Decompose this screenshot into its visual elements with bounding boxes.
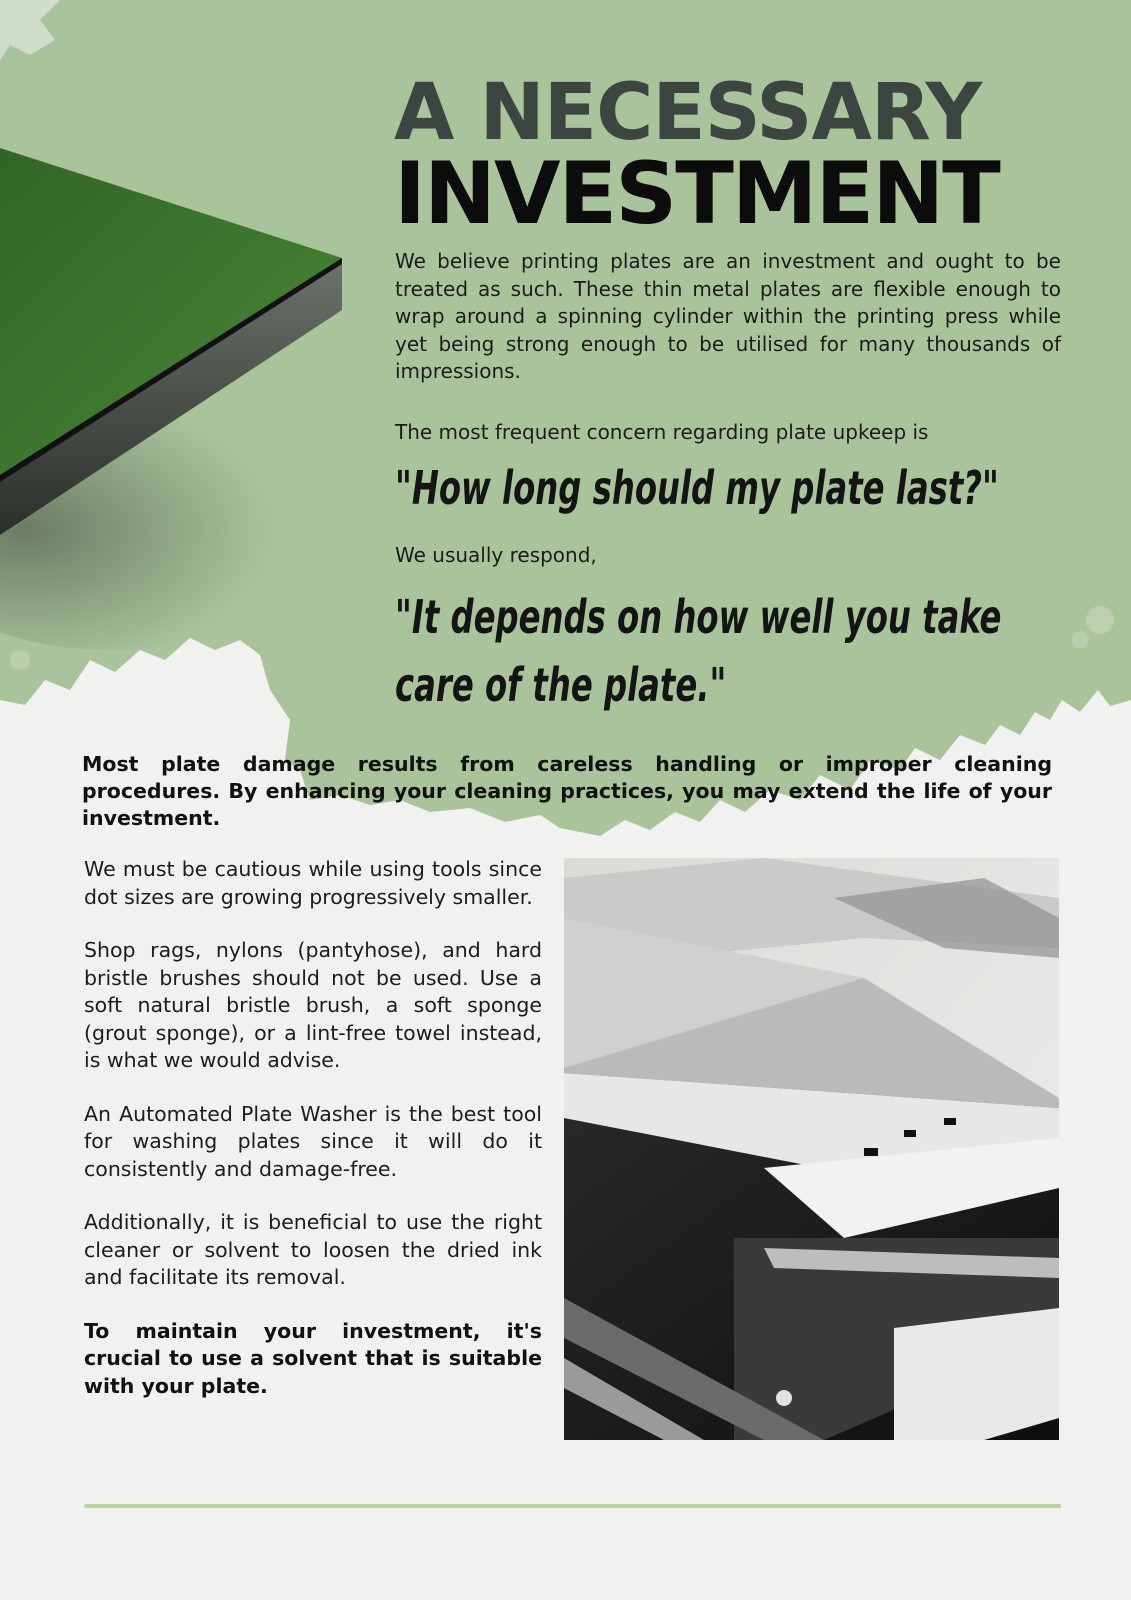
printing-plate-photo — [564, 858, 1059, 1440]
bold-intro-paragraph: Most plate damage results from careless handling or improper cleaning procedures. By enhancing your cleaning practices, you may extend the life of your investment. — [82, 752, 1052, 830]
title-line-2: INVESTMENT — [394, 144, 999, 244]
intro-paragraph: We believe printing plates are an investment and ought to be treated as such. These thin metal plates are flexible enough to wrap around a spinning cylinder within the printing press while yet being strong enough to be utilised for many thousands of impressions. — [395, 249, 1061, 383]
pull-quote-question: "How long should my plate last?" — [395, 461, 999, 515]
question-lead: The most frequent concern regarding plate upkeep is — [395, 420, 929, 444]
answer-lead: We usually respond, — [395, 543, 597, 567]
paragraph-solvent: Additionally, it is beneficial to use the right cleaner or solvent to loosen the dried ink and facilitate its removal. — [84, 1210, 542, 1289]
paragraph-materials: Shop rags, nylons (pantyhose), and hard bristle brushes should not be used. Use a soft natural bristle brush, a soft sponge (grout sponge), or a lint-free towel instead, is what we would advise. — [84, 938, 542, 1072]
paragraph-conclusion: To maintain your investment, it's crucial to use a solvent that is suitable with your plate. — [84, 1318, 542, 1398]
text-column — [84, 856, 542, 1426]
footer-divider-line — [84, 1504, 1061, 1508]
pull-quote-answer: "It depends on how well you take care of the plate." — [395, 590, 1002, 712]
paragraph-tools: We must be cautious while using tools since dot sizes are growing progressively smaller. — [84, 857, 542, 909]
printing-plate-illustration — [0, 130, 360, 650]
paragraph-plate-washer: An Automated Plate Washer is the best tool for washing plates since it will do it consistently and damage-free. — [84, 1101, 542, 1181]
title-line-1: A NECESSARY — [394, 68, 982, 158]
